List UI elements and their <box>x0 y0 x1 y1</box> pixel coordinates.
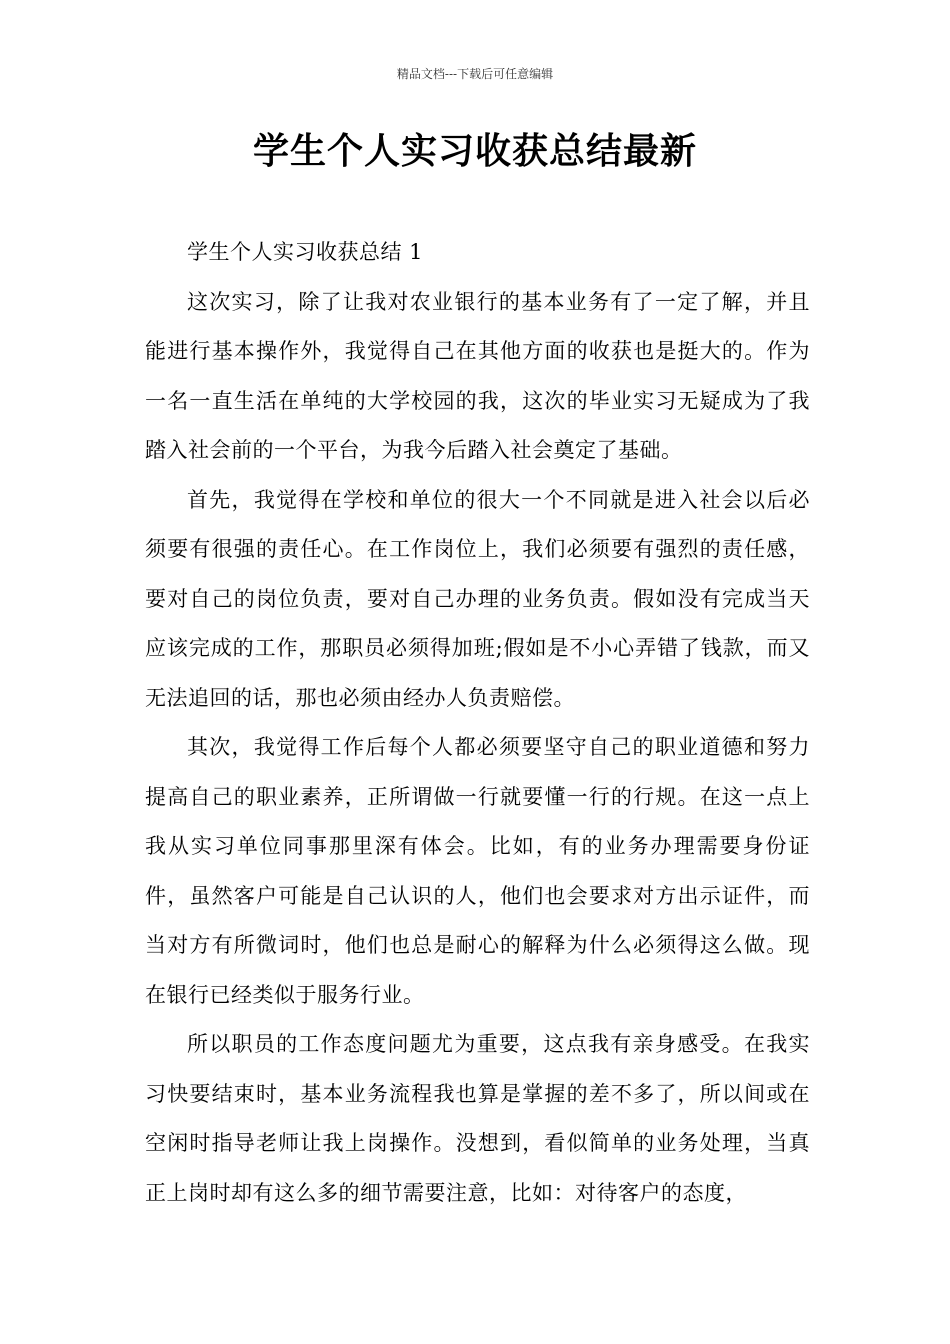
page-header-note: 精品文档---下载后可任意编辑 <box>396 67 554 81</box>
section-heading: 学生个人实习收获总结 1 <box>187 240 424 264</box>
paragraph-1: 这次实习，除了让我对农业银行的基本业务有了一定了解，并且能进行基本操作外，我觉得自己在其他方面的收获也是挺大的。作为一名一直生活在单纯的大学校园的我，这次的毕业实习无疑成为了我踏入社会前的一个平台，为我今后踏入社会奠定了基础。 <box>145 289 810 462</box>
document-title: 学生个人实习收获总结最新 <box>252 131 697 172</box>
paragraph-4: 所以职员的工作态度问题尤为重要，这点我有亲身感受。在我实习快要结束时，基本业务流程我也算是掌握的差不多了，所以间或在空闲时指导老师让我上岗操作。没想到，看似简单的业务处理，当真正上岗时却有这么多的细节需要注意，比如：对待客户的态度， <box>145 1032 810 1205</box>
paragraph-2: 首先，我觉得在学校和单位的很大一个不同就是进入社会以后必须要有很强的责任心。在工作岗位上，我们必须要有强烈的责任感，要对自己的岗位负责，要对自己办理的业务负责。假如没有完成当天应该完成的工作，那职员必须得加班;假如是不小心弄错了钱款，而又无法追回的话，那也必须由经办人负责赔偿。 <box>145 487 810 710</box>
document-body <box>145 228 810 1218</box>
paragraph-3: 其次，我觉得工作后每个人都必须要坚守自己的职业道德和努力提高自己的职业素养，正所谓做一行就要懂一行的行规。在这一点上我从实习单位同事那里深有体会。比如，有的业务办理需要身份证件，虽然客户可能是自己认识的人，他们也会要求对方出示证件，而当对方有所微词时，他们也总是耐心的解释为什么必须得这么做。现在银行已经类似于服务行业。 <box>145 735 810 1007</box>
